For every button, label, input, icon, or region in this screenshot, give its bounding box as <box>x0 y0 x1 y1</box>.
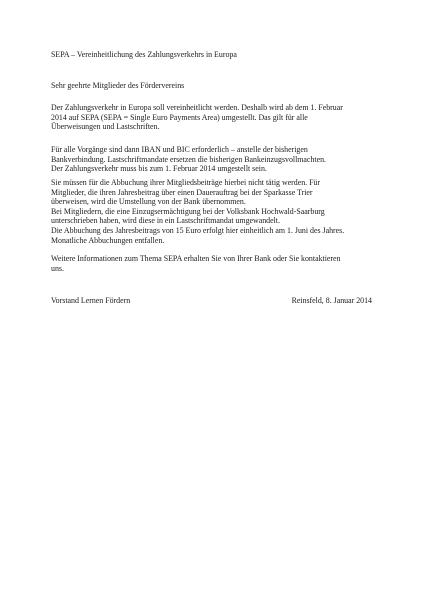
paragraph-line: Mitglieder, die ihren Jahresbeitrag über einen Dauerauftrag bei der Sparkasse Trier <box>51 187 313 197</box>
salutation <box>51 81 381 91</box>
paragraph-line: Der Zahlungsverkehr in Europa soll vereinheitlicht werden. Deshalb wird ab dem 1. Februar <box>51 103 343 112</box>
paragraph-abbuchung <box>51 178 381 245</box>
paragraph-line: Bankverbindung. Lastschriftmandate ersetzen die bisherigen Bankeinzugsvollmachten. <box>51 154 326 164</box>
place-date: Reinsfeld, 8. Januar 2014 <box>291 296 372 305</box>
paragraph-line: Bei Mitgliedern, die eine Einzugsermächtigung bei der Volksbank Hochwald-Saarburg <box>51 206 325 216</box>
paragraph-line: Die Abbuchung des Jahresbeitrags von 15 Euro erfolgt hier einheitlich am 1. Juni des Jahres. <box>51 225 345 235</box>
paragraph-intro <box>51 103 381 132</box>
paragraph-line: Überweisungen und Lastschriften. <box>51 122 160 132</box>
paragraph-line: uns. <box>51 263 64 273</box>
paragraph-line: Weitere Informationen zum Thema SEPA erhalten Sie von Ihrer Bank oder Sie kontaktieren <box>51 254 341 263</box>
letter-footer <box>51 296 372 306</box>
paragraph-line: überweisen, wird die Umstellung von der Bank übernommen. <box>51 197 246 207</box>
paragraph-line: unterschrieben haben, wird diese in ein Lastschriftmandat umgewandelt. <box>51 216 280 226</box>
paragraph-iban-bic <box>51 145 381 174</box>
paragraph-line: Sie müssen für die Abbuchung ihrer Mitgliedsbeiträge hierbei nicht tätig werden. Für <box>51 178 321 187</box>
signature: Vorstand Lernen Fördern <box>51 296 131 305</box>
title-text: SEPA – Vereinheitlichung des Zahlungsverkehrs in Europa <box>51 50 237 59</box>
paragraph-line: Der Zahlungsverkehr muss bis zum 1. Februar 2014 umgestellt sein. <box>51 164 267 174</box>
paragraph-line: Für alle Vorgänge sind dann IBAN und BIC erforderlich – anstelle der bisherigen <box>51 145 308 154</box>
paragraph-info <box>51 254 381 273</box>
salutation-text: Sehr geehrte Mitglieder des Fördervereins <box>51 81 185 90</box>
document-title <box>51 50 381 60</box>
paragraph-line: Monatliche Abbuchungen entfallen. <box>51 235 165 245</box>
paragraph-line: 2014 auf SEPA (SEPA = Single Euro Payments Area) umgestellt. Das gilt für alle <box>51 112 308 122</box>
